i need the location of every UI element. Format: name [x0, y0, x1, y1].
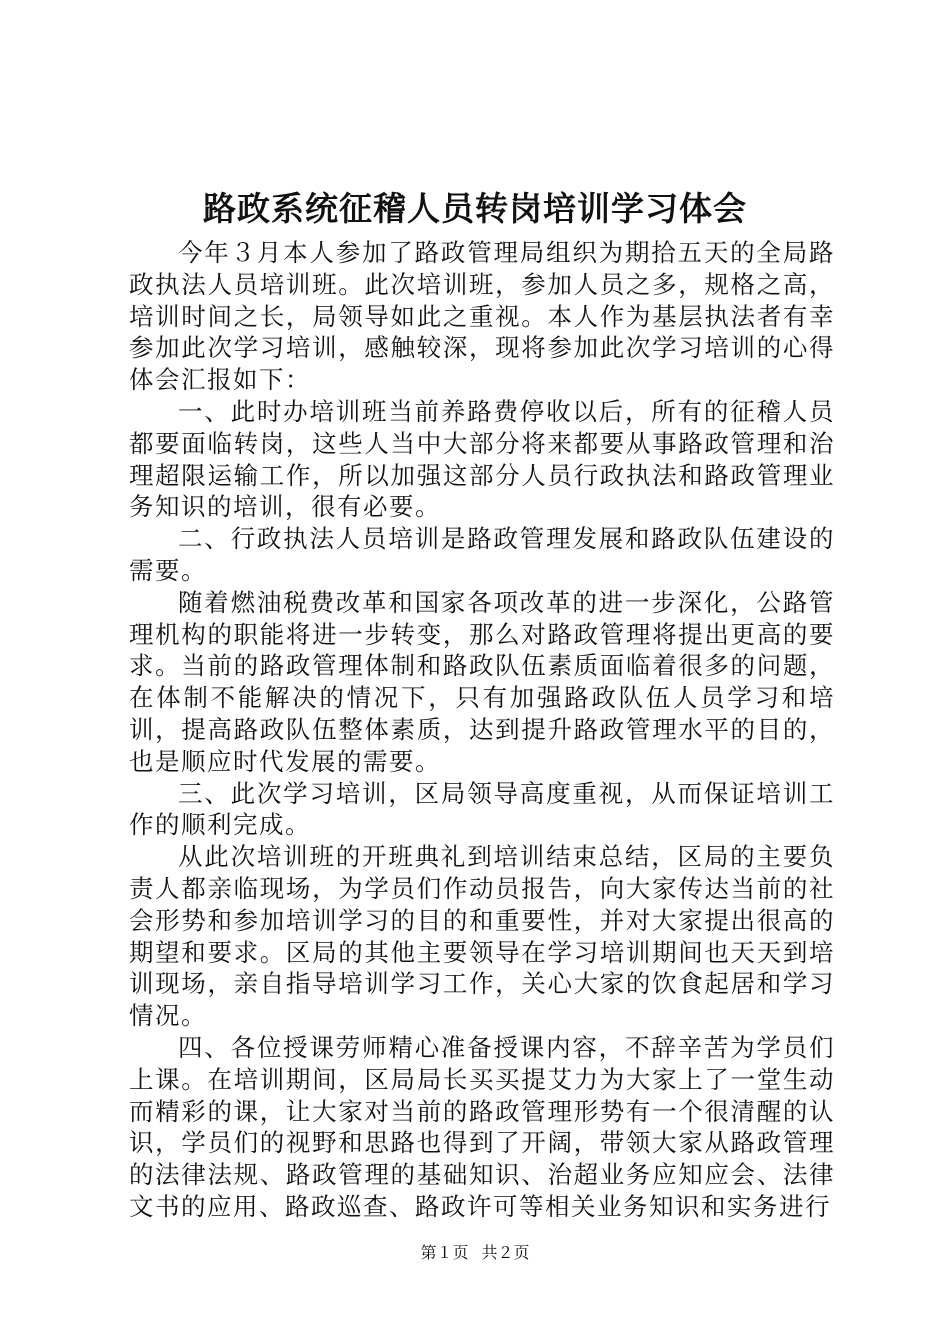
paragraph-point-two: 二、行政执法人员培训是路政管理发展和路政队伍建设的需要。 [129, 524, 835, 585]
page-number: 第１页 [420, 1243, 469, 1262]
paragraph-point-three: 三、此次学习培训，区局领导高度重视，从而保证培训工作的顺利完成。 [129, 778, 835, 840]
document-body [129, 237, 835, 1223]
page-total: 共２页 [481, 1243, 530, 1262]
paragraph-point-one: 一、此时办培训班当前养路费停收以后，所有的征稽人员都要面临转岗，这些人当中大部分将来都要从事路政管理和治理超限运输工作，所以加强这部分人员行政执法和路政管理业务知识的培训，很有必要。 [129, 396, 835, 522]
paragraph-reform: 随着燃油税费改革和国家各项改革的进一步深化，公路管理机构的职能将进一步转变，那么对路政管理将提出更高的要求。当前的路政管理体制和路政队伍素质面临着很多的问题，在体制不能解决的情况下，只有加强路政队伍人员学习和培训，提高路政队伍整体素质，达到提升路政管理水平的目的，也是顺应时代发展的需要。 [129, 587, 835, 776]
paragraph-leadership: 从此次培训班的开班典礼到培训结束总结，区局的主要负责人都亲临现场，为学员们作动员报告，向大家传达当前的社会形势和参加培训学习的目的和重要性，并对大家提出很高的期望和要求。区局的其他主要领导在学习培训期间也天天到培训现场，亲自指导培训学习工作，关心大家的饮食起居和学习情况。 [129, 842, 835, 1031]
paragraph-point-four: 四、各位授课劳师精心准备授课内容，不辞辛苦为学员们上课。在培训期间，区局局长买买提艾力为大家上了一堂生动而精彩的课，让大家对当前的路政管理形势有一个很清醒的认识，学员们的视野和思路也得到了开阔，带领大家从路政管理的法律法规、路政管理的基础知识、治超业务应知应会、法律文书的应用、路政巡查、路政许可等相关业务知识和实务进行 [129, 1032, 835, 1221]
paragraph-intro: 今年３月本人参加了路政管理局组织为期拾五天的全局路政执法人员培训班。此次培训班，参加人员之多，规格之高，培训时间之长，局领导如此之重视。本人作为基层执法者有幸参加此次学习培训，感触较深，现将参加此次学习培训的心得体会汇报如下： [129, 238, 835, 395]
document-title: 路政系统征稽人员转岗培训学习体会 [203, 189, 747, 228]
page-footer [0, 1242, 950, 1264]
